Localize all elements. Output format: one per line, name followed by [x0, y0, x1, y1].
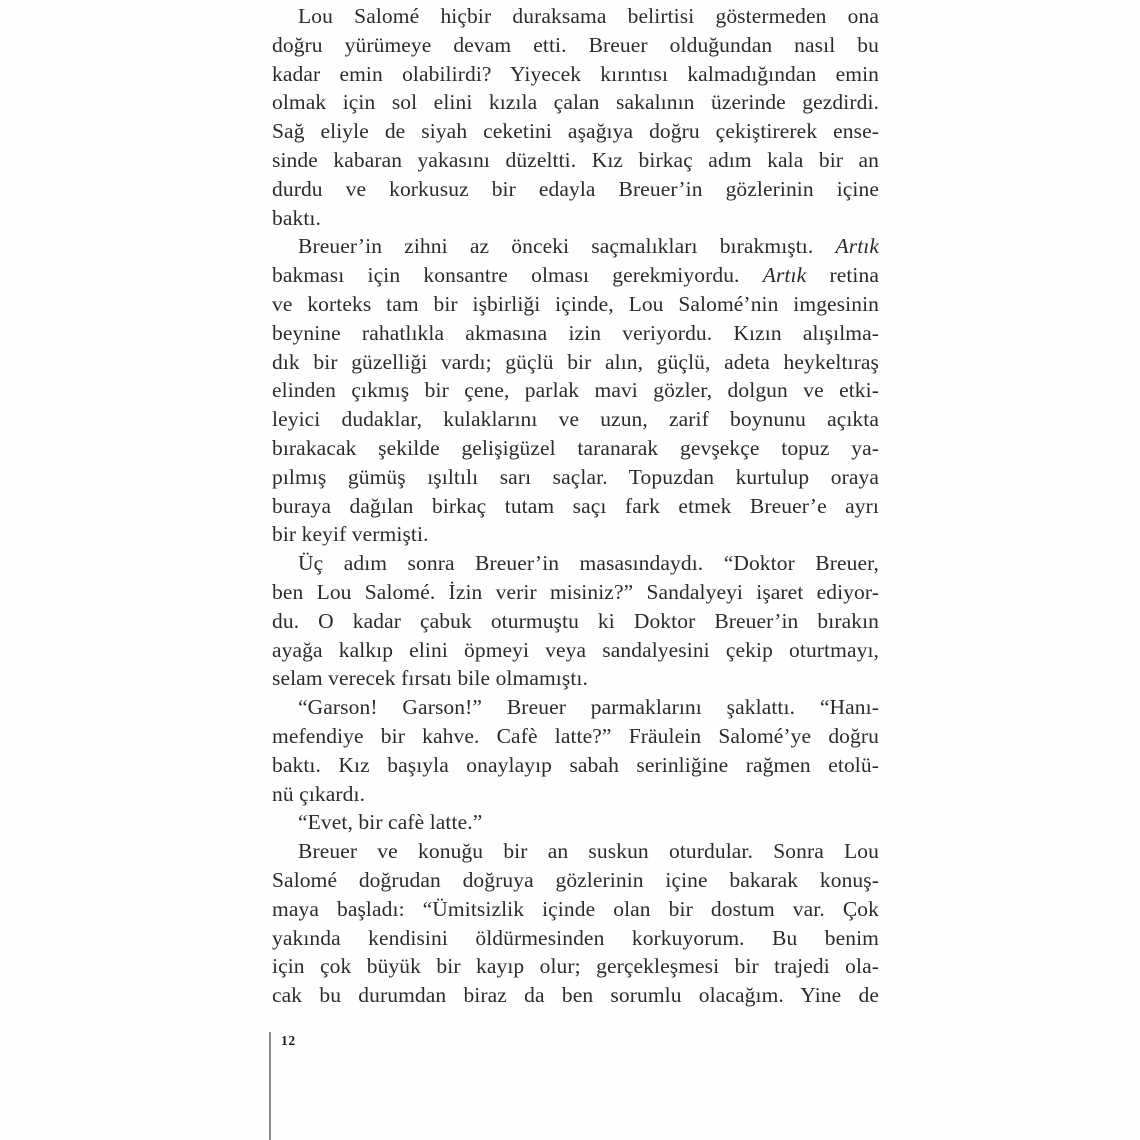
text-line: beynine rahatlıkla akmasına izin veriyordu. Kızın alışılma- — [272, 320, 879, 345]
text-line: dık bir güzelliği vardı; güçlü bir alın, güçlü, adeta heykeltıraş — [272, 349, 879, 374]
body-text — [272, 2, 879, 1010]
text-line: Salomé doğrudan doğruya gözlerinin içine bakarak konuş- — [272, 867, 879, 892]
text-line: ve korteks tam bir işbirliği içinde, Lou Salomé’nin imgesinin — [272, 291, 879, 316]
text-line: için çok büyük bir kayıp olur; gerçekleşmesi bir trajedi ola- — [272, 954, 879, 979]
text-line: ayağa kalkıp elini öpmeyi veya sandalyesini çekip oturtmayı, — [272, 637, 879, 662]
text-line: kadar emin olabilirdi? Yiyecek kırıntısı kalmadığından emin — [272, 61, 879, 86]
text-line: leyici dudaklar, kulaklarını ve uzun, zarif boynunu açıkta — [272, 407, 879, 432]
text-line: mefendiye bir kahve. Cafè latte?” Fräulein Salomé’ye doğru — [272, 723, 879, 748]
text-line: ben Lou Salomé. İzin verir misiniz?” Sandalyeyi işaret ediyor- — [272, 579, 879, 604]
text-line: “Evet, bir cafè latte.” — [298, 810, 483, 835]
text-line: baktı. Kız başıyla onaylayıp sabah serinliğine rağmen etolü- — [272, 752, 879, 777]
text-line: “Garson! Garson!” Breuer parmaklarını şaklattı. “Hanı- — [298, 695, 879, 720]
text-line: bir keyif vermişti. — [272, 522, 429, 547]
text-line: sinde kabaran yakasını düzeltti. Kız birkaç adım kala bir an — [272, 147, 879, 172]
text-line: Breuer ve konuğu bir an suskun oturdular. Sonra Lou — [298, 839, 879, 864]
text-line: maya başladı: “Ümitsizlik içinde olan bir dostum var. Çok — [272, 896, 879, 921]
text-line: doğru yürümeye devam etti. Breuer olduğundan nasıl bu — [272, 32, 879, 57]
text-line: cak bu durumdan biraz da ben sorumlu olacağım. Yine de — [272, 983, 879, 1008]
text-line: selam verecek fırsatı bile olmamıştı. — [272, 666, 588, 691]
text-line: Breuer’in zihni az önceki saçmalıkları bırakmıştı. Artık — [298, 234, 879, 259]
text-line: bırakacak şekilde gelişigüzel taranarak gevşekçe topuz ya- — [272, 435, 879, 460]
text-line: Lou Salomé hiçbir duraksama belirtisi göstermeden ona — [298, 4, 879, 28]
text-line: du. O kadar çabuk oturmuştu ki Doktor Breuer’in bırakın — [272, 608, 879, 633]
text-line: pılmış gümüş ışıltılı sarı saçlar. Topuzdan kurtulup oraya — [272, 464, 879, 489]
text-line: olmak için sol elini kızıla çalan sakalının üzerinde gezdirdi. — [272, 90, 879, 115]
text-line: yakında kendisini öldürmesinden korkuyorum. Bu benim — [272, 925, 879, 950]
text-line: buraya dağılan birkaç tutam saçı fark etmek Breuer’e ayrı — [272, 493, 879, 518]
text-line: nü çıkardı. — [272, 781, 366, 806]
page-number: 12 — [281, 1033, 296, 1048]
text-line: elinden çıkmış bir çene, parlak mavi gözler, dolgun ve etki- — [272, 378, 879, 403]
text-line: Sağ eliyle de siyah ceketini aşağıya doğru çekiştirerek ense- — [272, 119, 879, 144]
text-line: durdu ve korkusuz bir edayla Breuer’in gözlerinin içine — [272, 176, 879, 201]
text-line: Üç adım sonra Breuer’in masasındaydı. “Doktor Breuer, — [298, 551, 879, 576]
text-line: baktı. — [272, 205, 321, 230]
text-line: bakması için konsantre olması gerekmiyordu. Artık retina — [272, 263, 879, 288]
footer-rule — [269, 1032, 271, 1140]
